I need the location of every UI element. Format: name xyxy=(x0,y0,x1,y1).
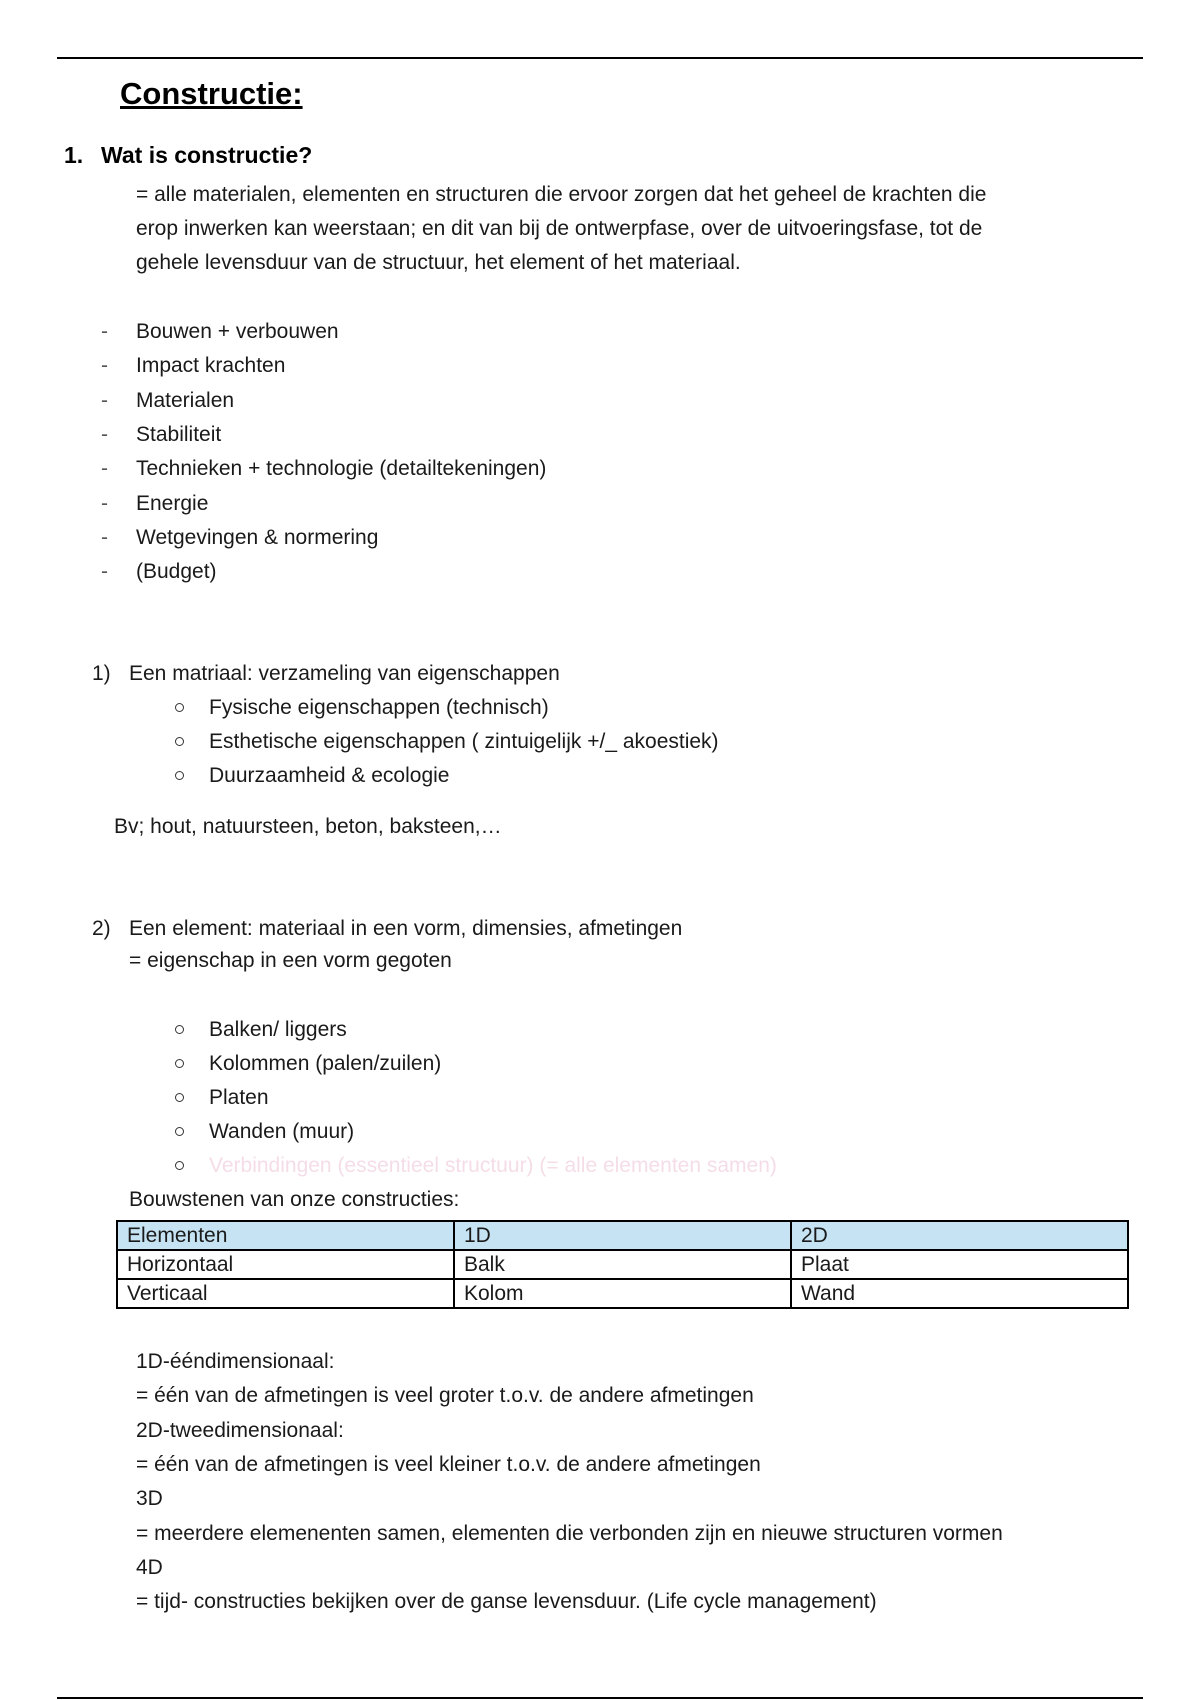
dimension-label: 4D xyxy=(136,1556,163,1579)
list-item: Stabiliteit xyxy=(136,423,222,446)
part1-title: Een matriaal: verzameling van eigenschappen xyxy=(129,662,560,685)
dimension-label: 1D-ééndimensionaal: xyxy=(136,1350,335,1373)
circle-bullet-icon xyxy=(175,703,184,712)
circle-bullet-icon xyxy=(175,737,184,746)
list-item: Platen xyxy=(209,1086,269,1109)
list-item: Esthetische eigenschappen ( zintuigelijk +/_ akoestiek) xyxy=(209,730,719,753)
circle-bullet-icon xyxy=(175,1093,184,1102)
section-number: 1. xyxy=(64,142,84,168)
dash-marker: - xyxy=(101,320,108,343)
table-header-row xyxy=(117,1221,1128,1250)
dash-marker: - xyxy=(101,457,108,480)
list-item: Wanden (muur) xyxy=(209,1120,355,1143)
dimension-text: = tijd- constructies bekijken over de ganse levensduur. (Life cycle management) xyxy=(136,1590,877,1613)
table-row xyxy=(117,1250,1128,1279)
table-header-cell: 1D xyxy=(454,1221,791,1250)
part1-example: Bv; hout, natuursteen, beton, baksteen,… xyxy=(114,815,502,838)
definition-line-3: gehele levensduur van de structuur, het element of het materiaal. xyxy=(136,251,741,274)
dash-marker: - xyxy=(101,354,108,377)
circle-bullet-icon xyxy=(175,771,184,780)
table-cell: Balk xyxy=(454,1250,791,1279)
dimension-label: 2D-tweedimensionaal: xyxy=(136,1419,344,1442)
circle-bullet-icon xyxy=(175,1161,184,1170)
definition-line-2: erop inwerken kan weerstaan; en dit van bij de ontwerpfase, over de uitvoeringsfase, tot de xyxy=(136,217,983,240)
list-item: Fysische eigenschappen (technisch) xyxy=(209,696,549,719)
table-cell: Horizontaal xyxy=(117,1250,454,1279)
dash-marker: - xyxy=(101,526,108,549)
dash-marker: - xyxy=(101,389,108,412)
circle-bullet-icon xyxy=(175,1127,184,1136)
dash-marker: - xyxy=(101,492,108,515)
part1-number: 1) xyxy=(92,662,111,685)
part2-title: Een element: materiaal in een vorm, dimensies, afmetingen xyxy=(129,917,683,940)
part2-subtitle: = eigenschap in een vorm gegoten xyxy=(129,949,452,972)
dimension-text: = één van de afmetingen is veel groter t.o.v. de andere afmetingen xyxy=(136,1384,754,1407)
definition-line-1: = alle materialen, elementen en structuren die ervoor zorgen dat het geheel de krachten die xyxy=(136,183,987,206)
list-item: Energie xyxy=(136,492,209,515)
list-item: Impact krachten xyxy=(136,354,286,377)
table-row xyxy=(117,1279,1128,1308)
building-blocks-table xyxy=(116,1220,1129,1309)
circle-bullet-icon xyxy=(175,1059,184,1068)
table-header-cell: 2D xyxy=(791,1221,1128,1250)
top-rule xyxy=(57,57,1143,59)
list-item: Duurzaamheid & ecologie xyxy=(209,764,450,787)
table-cell: Verticaal xyxy=(117,1279,454,1308)
dimension-text: = één van de afmetingen is veel kleiner t.o.v. de andere afmetingen xyxy=(136,1453,761,1476)
dimension-text: = meerdere elemenenten samen, elementen die verbonden zijn en nieuwe structuren vormen xyxy=(136,1522,1003,1545)
section-heading: Wat is constructie? xyxy=(101,142,313,168)
table-cell: Wand xyxy=(791,1279,1128,1308)
dash-marker: - xyxy=(101,560,108,583)
list-item: Technieken + technologie (detailtekeningen) xyxy=(136,457,547,480)
page-title: Constructie: xyxy=(120,76,303,111)
table-cell: Plaat xyxy=(791,1250,1128,1279)
dash-marker: - xyxy=(101,423,108,446)
list-item: Materialen xyxy=(136,389,235,412)
list-item: Balken/ liggers xyxy=(209,1018,347,1041)
list-item: Wetgevingen & normering xyxy=(136,526,379,549)
faded-list-item: Verbindingen (essentieel structuur) (= alle elementen samen) xyxy=(209,1154,777,1177)
list-item: (Budget) xyxy=(136,560,217,583)
list-item: Bouwen + verbouwen xyxy=(136,320,339,343)
bottom-rule xyxy=(57,1697,1143,1699)
list-item: Kolommen (palen/zuilen) xyxy=(209,1052,442,1075)
circle-bullet-icon xyxy=(175,1025,184,1034)
dimension-label: 3D xyxy=(136,1487,163,1510)
table-cell: Kolom xyxy=(454,1279,791,1308)
table-caption: Bouwstenen van onze constructies: xyxy=(129,1188,460,1211)
part2-number: 2) xyxy=(92,917,111,940)
table-header-cell: Elementen xyxy=(117,1221,454,1250)
